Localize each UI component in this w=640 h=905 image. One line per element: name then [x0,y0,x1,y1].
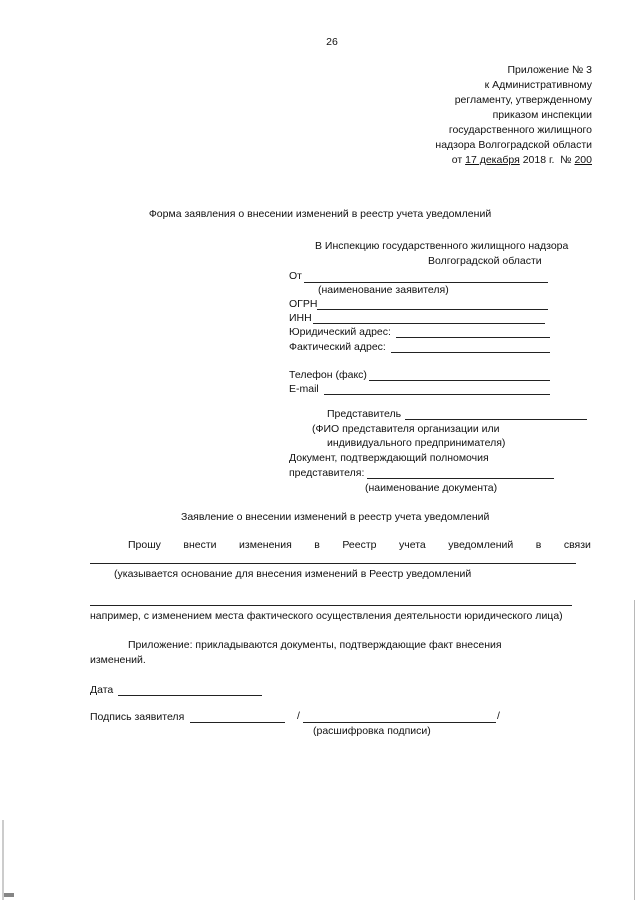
reason-hint-1: (указывается основание для внесения изменений в Реестр уведомлений [114,568,472,580]
representative-field-line[interactable] [405,419,587,420]
document-label-1: Документ, подтверждающий полномочия [289,452,489,464]
request-word: Реестр [342,539,377,551]
addressee-line-2: Волгоградской области [428,255,542,267]
date-field-line[interactable] [118,695,262,696]
from-label: От [289,270,302,282]
addressee-line-1: В Инспекцию государственного жилищного надзора [315,240,569,252]
representative-label: Представитель [327,408,402,420]
representative-hint-2: индивидуального предпринимателя) [327,437,506,449]
request-word: уведомлений [448,539,514,551]
actual-address-label: Фактический адрес: [289,341,386,353]
reason-field-line-1[interactable] [90,563,576,564]
signature-field-line[interactable] [190,722,285,723]
email-field-line[interactable] [324,394,550,395]
request-word: изменения [239,539,292,551]
reason-hint-2: например, с изменением места фактического осуществления деятельности юридического лица) [90,610,563,622]
request-word: связи [563,539,591,551]
appendix-date-line [452,154,592,167]
appendix-number-prefix: № [560,154,572,166]
document-label-2: представителя: [289,467,365,479]
request-word: в [535,539,542,551]
document-field-line[interactable] [367,478,554,479]
signature-decoding-hint: (расшифровка подписи) [313,725,431,737]
request-line [128,539,591,552]
request-word: внести [183,539,217,551]
appendix-date-prefix: от [451,154,463,166]
phone-label: Телефон (факс) [289,369,367,381]
appendix-number: 200 [574,154,592,166]
email-label: E-mail [289,383,319,395]
signature-slash-left: / [297,710,300,722]
signature-label: Подпись заявителя [90,711,185,723]
ogrn-label: ОГРН [289,298,318,310]
reason-field-line-2[interactable] [90,605,572,606]
actual-address-field-line[interactable] [391,352,550,353]
request-word: в [314,539,320,551]
from-field-line[interactable] [304,282,548,283]
legal-address-field-line[interactable] [396,337,550,338]
scan-edge-mark [4,893,14,897]
appendix-line-4: приказом инспекции [492,109,592,121]
ogrn-field-line[interactable] [317,309,548,310]
scan-edge-mark [2,820,4,900]
signature-decoding-field-line[interactable] [303,722,496,723]
scan-edge-mark [634,600,635,900]
request-word: учета [398,539,426,551]
phone-field-line[interactable] [369,380,550,381]
statement-title: Заявление о внесении изменений в реестр учета уведомлений [181,511,490,523]
attachment-line-2: изменений. [90,654,146,666]
appendix-line-2: к Административному [484,79,592,91]
date-label: Дата [90,684,114,696]
appendix-line-6: надзора Волгоградской области [435,139,592,151]
appendix-date-year: 2018 г. [522,154,555,166]
inn-field-line[interactable] [313,323,545,324]
from-hint: (наименование заявителя) [318,284,449,296]
inn-label: ИНН [289,312,312,324]
appendix-line-1: Приложение № 3 [507,64,592,76]
representative-hint-1: (ФИО представителя организации или [312,423,500,435]
form-title: Форма заявления о внесении изменений в реестр учета уведомлений [148,208,492,220]
signature-slash-right: / [497,710,500,722]
appendix-line-5: государственного жилищного [448,124,592,136]
legal-address-label: Юридический адрес: [289,326,391,338]
document-hint: (наименование документа) [365,482,498,494]
appendix-line-3: регламенту, утвержденному [454,94,592,106]
attachment-line-1: Приложение: прикладываются документы, подтверждающие факт внесения [128,639,502,651]
appendix-date-day-month: 17 декабря [465,154,520,166]
page-number: 26 [326,36,338,48]
request-word: Прошу [128,539,161,551]
